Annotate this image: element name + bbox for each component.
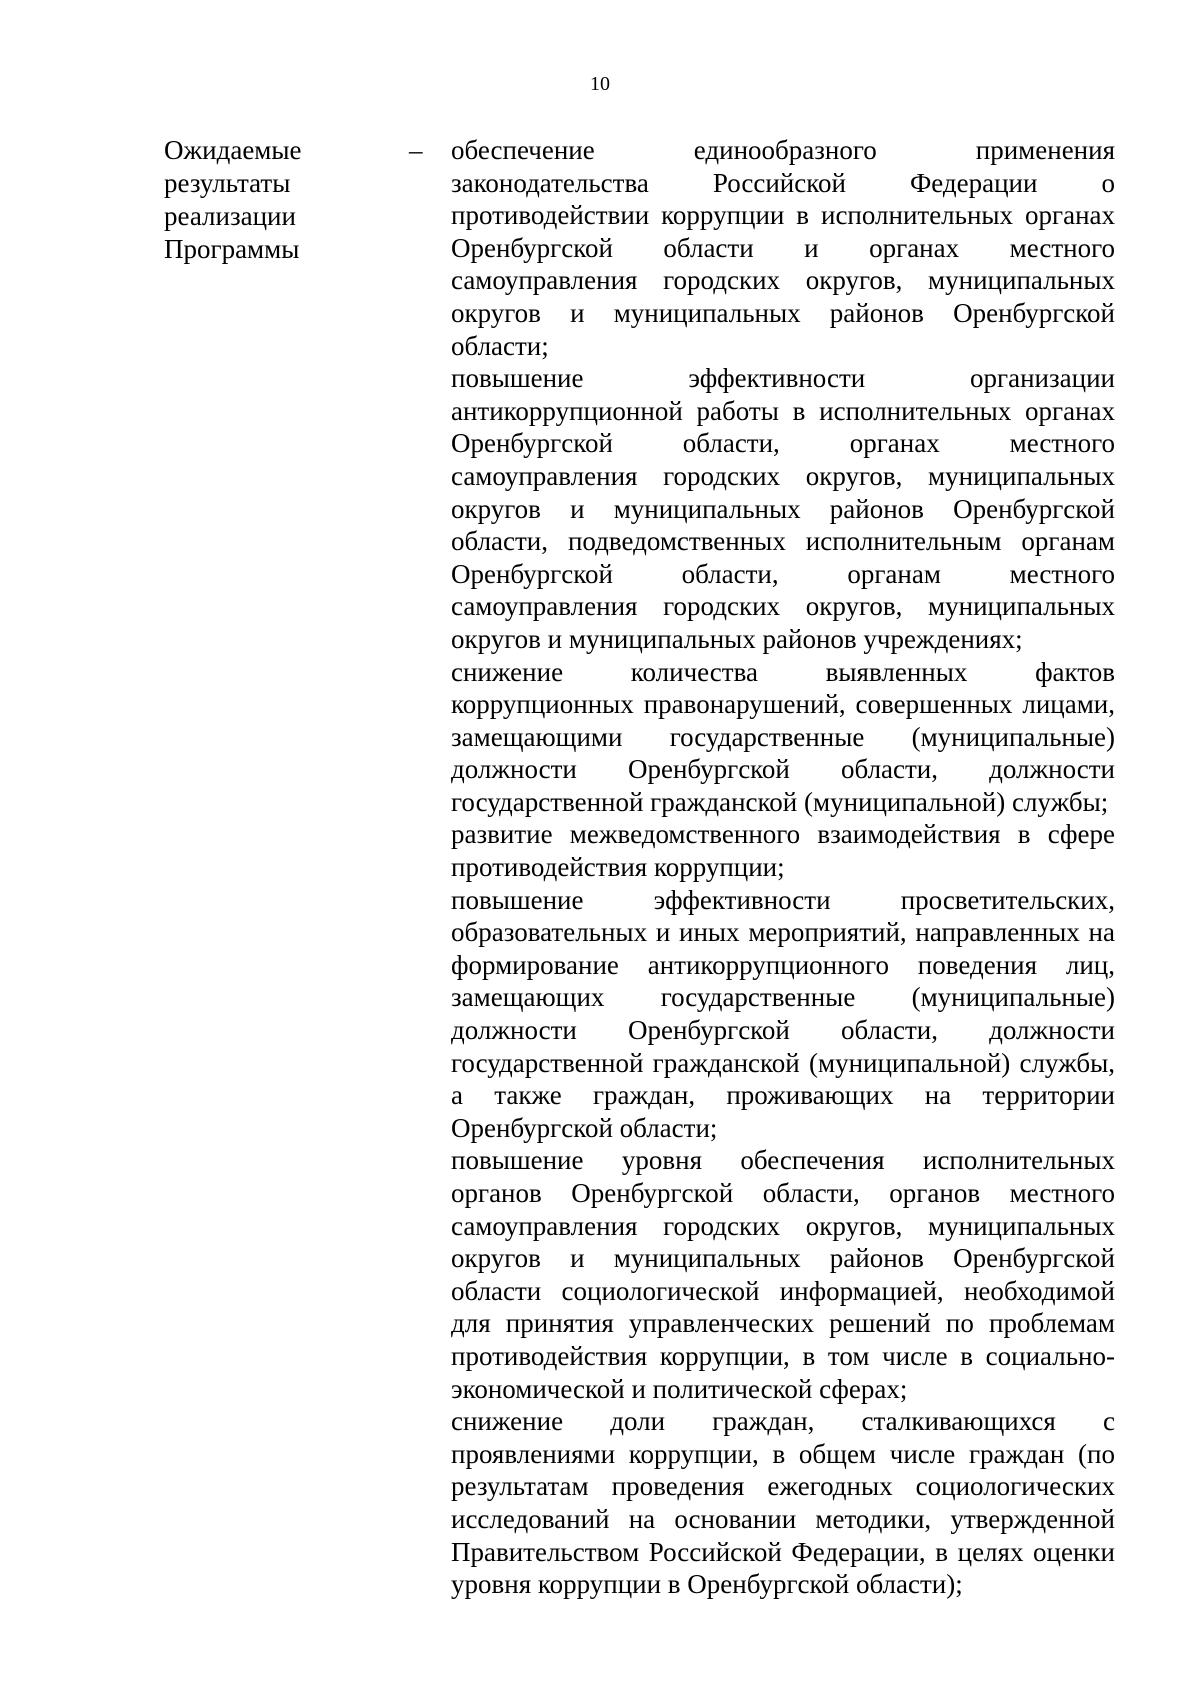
section-label-line: реализации	[164, 201, 296, 231]
result-item: повышение уровня обеспечения исполнительных органов Оренбургской области, органов местного самоуправления городских округов, муниципальных округов и муниципальных районов Оренбургской области социологической информацией, необходимой для принятия управленческих решений по проблемам противодействия коррупции, в том числе в социально-экономической и политической сферах;	[451, 1145, 1115, 1404]
result-item: обеспечение единообразного применения законодательства Российской Федерации о противодействии коррупции в исполнительных органах Оренбургской области и органах местного самоуправления городских округов, муниципальных округов и муниципальных районов Оренбургской области;	[451, 135, 1115, 361]
result-item: повышение эффективности просветительских, образовательных и иных мероприятий, направленных на формирование антикоррупционного поведения лиц, замещающих государственные (муниципальные) должности Оренбургской области, должности государственной гражданской (муниципальной) службы, а также граждан, проживающих на территории Оренбургской области;	[451, 884, 1115, 1143]
results-content	[451, 134, 1115, 1601]
result-item: повышение эффективности организации антикоррупционной работы в исполнительных органах Оренбургской области, органах местного самоуправления городских округов, муниципальных округов и муниципальных районов Оренбургской области, подведомственных исполнительным органам Оренбургской области, органам местного самоуправления городских округов, муниципальных округов и муниципальных районов учреждениях;	[451, 363, 1115, 654]
page-number: 10	[590, 73, 610, 95]
section-label-line: Ожидаемые	[164, 135, 302, 165]
item-dash: –	[409, 135, 423, 165]
result-item: снижение количества выявленных фактов коррупционных правонарушений, совершенных лицами, замещающими государственные (муниципальные) должности Оренбургской области, должности государственной гражданской (муниципальной) службы;	[451, 656, 1115, 817]
section-label-line: результаты	[164, 168, 291, 198]
result-item: развитие межведомственного взаимодействия в сфере противодействия коррупции;	[451, 819, 1115, 883]
section-label	[164, 134, 394, 266]
section-label-line: Программы	[164, 234, 300, 264]
result-item: снижение доли граждан, сталкивающихся с проявлениями коррупции, в общем числе граждан (по результатам проведения ежегодных социологических исследований на основании методики, утвержденной Правительством Российской Федерации, в целях оценки уровня коррупции в Оренбургской области);	[451, 1406, 1115, 1600]
